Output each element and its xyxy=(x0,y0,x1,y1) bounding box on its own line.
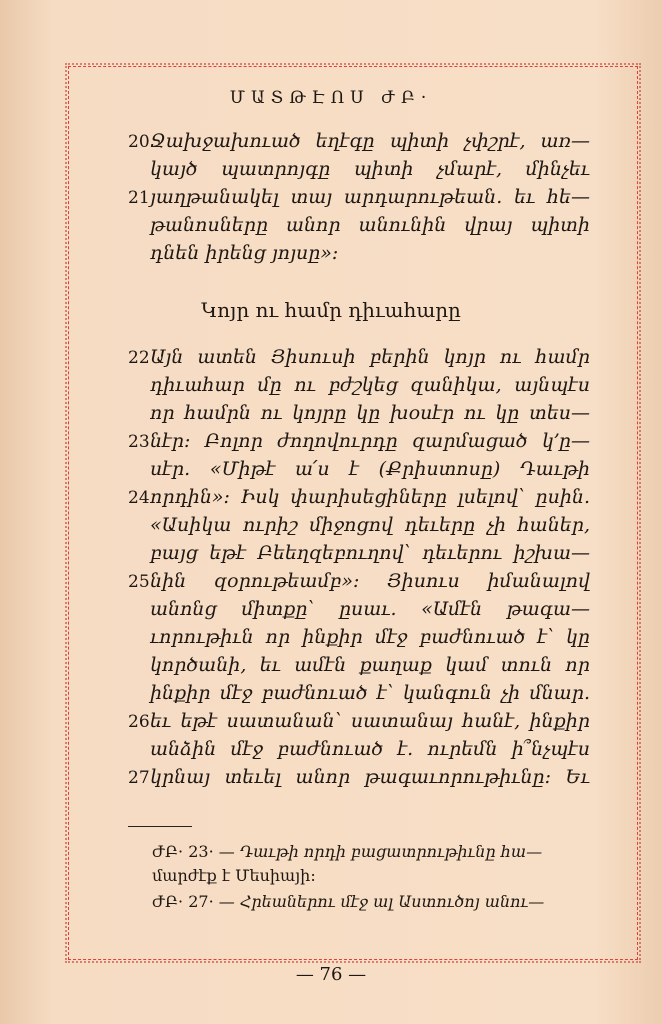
text-line: անոնց միտքը՝ ըսաւ. «Ամէն թագա— xyxy=(150,598,590,620)
footnote-continuation: մարժէք է Մեսիայի: xyxy=(152,866,316,885)
text-line: եւ եթէ սատանան՝ սատանայ հանէ, ինքիր xyxy=(150,710,590,732)
verse-number: 20 xyxy=(128,132,150,152)
footnote xyxy=(152,842,584,861)
verse-number: 22 xyxy=(128,348,150,368)
text-line: նէր: Բոլոր ժողովուրդը զարմացած կ՚ը— xyxy=(150,430,590,452)
page-number: — 76 — xyxy=(295,964,367,985)
text-line: կործանի, եւ ամէն քաղաք կամ տուն որ xyxy=(150,654,590,676)
text-line: անձին մէջ բաժնուած է. ուրեմն ի՞նչպէս xyxy=(150,738,590,760)
verse-number: 23 xyxy=(128,432,150,452)
text-line: ւորութիւն որ ինքիր մէջ բաժնուած է՝ կը xyxy=(150,626,590,648)
text-line: կայծ պատրոյգը պիտի չմարէ, մինչեւ xyxy=(150,158,590,180)
footnote xyxy=(152,892,584,911)
footnote-ref: ԺԲ· 27· — xyxy=(152,892,235,911)
text-line: ինքիր մէջ բաժնուած է՝ կանգուն չի մնար. xyxy=(150,682,590,704)
verse-number: 24 xyxy=(128,488,150,508)
text-line: դնեն իրենց յոյսը»: xyxy=(150,242,339,264)
section-title: Կոյր ու համր դիւահարը xyxy=(201,298,461,322)
verse-number: 21 xyxy=(128,188,150,208)
text-line: որդին»: Իսկ փարիսեցիները լսելով՝ ըսին. xyxy=(150,486,590,508)
verse-number: 25 xyxy=(128,572,150,592)
footnote-text: Հրեաներու մէջ ալ Աստուծոյ անու— xyxy=(239,892,545,911)
text-line: Այն ատեն Յիսուսի բերին կոյր ու համր xyxy=(150,346,590,368)
verse-number: 27 xyxy=(128,768,150,788)
text-line: «Ասիկա ուրիշ միջոցով դեւերը չի հաներ, xyxy=(150,514,590,536)
text-line: բայց եթէ Բեեղզեբուղով՝ դեւերու իշխա— xyxy=(150,542,590,564)
text-line: կրնայ տեւել անոր թագաւորութիւնը: Եւ xyxy=(150,766,590,788)
text-line: դիւահար մը ու բժշկեց զանիկա, այնպէս xyxy=(150,374,590,396)
text-line: սէր. «Միթէ ա՛ս է (Քրիստոսը) Դաւթի xyxy=(150,458,590,480)
running-header: ՄԱՏԹԷՈՍ ԺԲ· xyxy=(229,88,433,108)
text-line: թանոսները անոր անունին վրայ պիտի xyxy=(150,214,590,236)
text-line: Ջախջախուած եղէգը պիտի չփշրէ, առ— xyxy=(150,130,590,152)
footnote-text: Դաւթի որդի բացատրութիւնը հա— xyxy=(239,842,543,861)
text-line: յաղթանակել տայ արդարութեան. եւ հե— xyxy=(150,186,590,208)
text-line: նին զօրութեամբ»: Յիսուս իմանալով xyxy=(150,570,590,592)
verse-number: 26 xyxy=(128,712,150,732)
text-line: որ համրն ու կոյրը կը խօսէր ու կը տես— xyxy=(150,402,590,424)
footnote-ref: ԺԲ· 23· — xyxy=(152,842,235,861)
footnote-divider xyxy=(128,826,192,827)
